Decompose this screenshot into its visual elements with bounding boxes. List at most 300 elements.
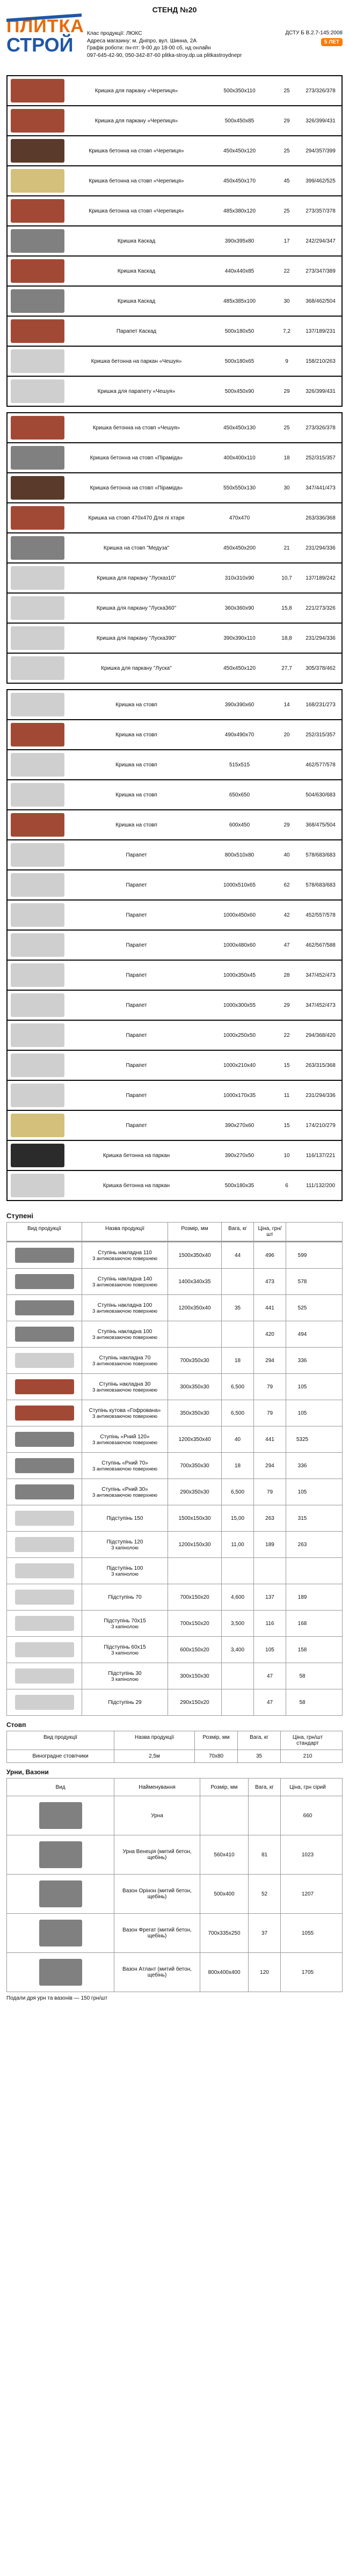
product-weight: 11: [283, 1092, 290, 1099]
product-name: Кришка на стовп "Медуза": [103, 545, 170, 551]
stairs-weight: 11,00: [222, 1532, 254, 1557]
stairs-image: [15, 1484, 74, 1499]
product-price: 347/452/473: [306, 1002, 336, 1008]
col-type: Вид продукції: [7, 1223, 82, 1241]
stairs-image: [15, 1458, 74, 1473]
product-size: 390х395х80: [224, 238, 255, 244]
product-row: [8, 1141, 341, 1171]
urn-weight: 52: [249, 1875, 281, 1913]
product-name: Кришка на стовп: [115, 792, 157, 798]
product-size: 515х515: [229, 762, 250, 768]
product-price: 305/378/462: [306, 665, 336, 671]
stairs-name: [82, 1689, 168, 1715]
product-size: 485х385х100: [223, 298, 256, 304]
urn-image: [39, 1841, 82, 1868]
product-weight: 22: [283, 1032, 290, 1038]
stairs-subtitle: З капінолою: [111, 1676, 139, 1682]
stairs-subtitle: З капінолою: [111, 1545, 139, 1550]
product-price: 263/315/368: [306, 1062, 336, 1069]
stairs-price-grey: 441: [254, 1426, 286, 1452]
product-image: [11, 993, 64, 1017]
product-size: 450х450х130: [223, 425, 256, 431]
stairs-size: 600х150х20: [168, 1637, 222, 1663]
stairs-price-grey: 47: [254, 1689, 286, 1715]
urn-row: [7, 1796, 342, 1835]
stairs-weight: [222, 1663, 254, 1689]
product-image: [11, 783, 64, 807]
col-type: Вид продукції: [7, 1731, 114, 1750]
product-name: Кришка бетонна на стовп «Піраміда»: [90, 455, 183, 461]
product-name: Парапет: [126, 852, 147, 858]
product-image: [11, 536, 64, 560]
product-row: [8, 287, 341, 317]
stairs-image: [15, 1642, 74, 1657]
product-size: 500х180х65: [224, 358, 255, 364]
urn-image-cell: [7, 1914, 114, 1952]
urns-table: [6, 1778, 343, 1992]
urn-image: [39, 1920, 82, 1946]
urn-weight: 120: [249, 1953, 281, 1992]
stairs-weight: [222, 1321, 254, 1347]
product-size: 650х650: [229, 792, 250, 798]
urn-name: Вазон Атлант (митий бетон, щебінь): [114, 1953, 200, 1992]
stairs-name: [82, 1400, 168, 1426]
stairs-title: Підступінь 29: [108, 1699, 142, 1706]
stairs-name: [82, 1426, 168, 1452]
stairs-row: [7, 1610, 342, 1636]
stairs-row: [7, 1347, 342, 1373]
stairs-subtitle: З антиковзаючою поверхнею: [92, 1282, 158, 1287]
stairs-image: [15, 1248, 74, 1263]
product-name: Кришка для паркану "Луска390": [96, 635, 177, 641]
stairs-name: [82, 1242, 168, 1268]
urn-row: [7, 1874, 342, 1913]
product-row: [8, 840, 341, 870]
stairs-subtitle: З капінолою: [111, 1623, 139, 1629]
product-name: Парапет: [126, 942, 147, 948]
product-row: [8, 503, 341, 533]
stairs-title: Ступінь накладна 30: [99, 1381, 151, 1387]
product-name: Парапет: [126, 1122, 147, 1129]
product-price: 294/368/420: [306, 1032, 336, 1038]
urn-size: 700х335х250: [200, 1914, 249, 1952]
stairs-row: [7, 1400, 342, 1426]
stairs-price-color: 494: [297, 1331, 307, 1337]
stairs-weight: 3,400: [222, 1637, 254, 1663]
stairs-image: [15, 1406, 74, 1421]
warranty-badge: 5 ЛЕТ: [321, 38, 343, 46]
product-image: [11, 753, 64, 777]
product-row: [8, 720, 341, 750]
product-image: [11, 723, 64, 747]
stairs-name: [82, 1348, 168, 1373]
header: [0, 16, 349, 70]
product-row: [8, 1111, 341, 1141]
stairs-image: [15, 1379, 74, 1394]
stairs-title: Ступінь кутова «Гофрована»: [89, 1407, 161, 1414]
stairs-image: [15, 1563, 74, 1578]
stairs-subtitle: З антиковзаючою поверхнею: [92, 1466, 158, 1472]
stairs-weight: 6,500: [222, 1400, 254, 1426]
product-image: [11, 319, 64, 343]
product-image: [11, 1114, 64, 1137]
stairs-size: 1500х150х30: [168, 1505, 222, 1531]
product-image: [11, 1174, 64, 1197]
urn-name: Урна Венеція (митий бетон, щебінь): [114, 1835, 200, 1874]
product-weight: 47: [283, 942, 290, 948]
col-extra: [286, 1223, 318, 1241]
product-weight: [274, 516, 300, 520]
column-price: 210: [303, 1753, 312, 1759]
stairs-size: 1400х340х35: [168, 1269, 222, 1294]
stairs-subtitle: З капінолою: [111, 1650, 139, 1656]
product-name: Кришка Каскад: [117, 238, 156, 244]
urns-head: [7, 1779, 342, 1796]
stairs-subtitle: З антиковзаючою поверхнею: [92, 1413, 158, 1419]
urn-size: 500х400: [200, 1875, 249, 1913]
stairs-image-cell: [7, 1505, 82, 1531]
product-price: 231/294/336: [306, 1092, 336, 1099]
stairs-title: Підступінь 120: [106, 1539, 143, 1545]
product-price: 347/452/473: [306, 972, 336, 978]
product-weight: 15: [283, 1062, 290, 1069]
product-row: [8, 1051, 341, 1081]
product-name: Кришка для паркану "Луска": [101, 665, 172, 671]
product-weight: 9: [285, 358, 288, 364]
product-name: Кришка Каскад: [117, 298, 156, 304]
stairs-weight: 6,500: [222, 1479, 254, 1505]
stairs-price-grey: 441: [254, 1295, 286, 1321]
urn-price: 1705: [301, 1969, 314, 1975]
product-size: 1000х210х40: [223, 1062, 256, 1069]
product-price: 462/577/578: [306, 762, 336, 768]
product-row: [8, 901, 341, 931]
urn-row: [7, 1913, 342, 1952]
product-size: 500х450х85: [224, 118, 255, 124]
column-head: [7, 1731, 342, 1750]
product-weight: 22: [283, 268, 290, 274]
product-price: 452/557/578: [306, 912, 336, 918]
stairs-image-cell: [7, 1689, 82, 1715]
urn-name: Вазон Фрегат (митий бетон, щебінь): [114, 1914, 200, 1952]
stairs-image: [15, 1590, 74, 1605]
brand-top: ПЛИТКА: [6, 16, 84, 36]
product-row: [8, 564, 341, 594]
product-price: 242/294/347: [306, 238, 336, 244]
urn-row: [7, 1835, 342, 1874]
product-size: 500х350х110: [223, 87, 256, 94]
product-row: [8, 226, 341, 257]
product-name: Кришка бетонна на стовп «Піраміда»: [90, 485, 183, 491]
product-row: [8, 870, 341, 901]
stairs-name: [82, 1374, 168, 1400]
product-image: [11, 933, 64, 957]
product-size: 1000х480х60: [223, 942, 256, 948]
product-row: [8, 780, 341, 810]
product-price: 294/357/399: [306, 148, 336, 154]
stairs-name: [82, 1558, 168, 1584]
product-weight: 45: [283, 178, 290, 184]
product-row: [8, 443, 341, 473]
stairs-subtitle: З антиковзаючою поверхнею: [92, 1439, 158, 1445]
product-image: [11, 259, 64, 283]
stairs-name: [82, 1532, 168, 1557]
stairs-table: [6, 1241, 343, 1716]
page-title: СТЕНД №20: [152, 5, 197, 14]
column-size: 70х80: [195, 1750, 238, 1762]
stairs-price-grey: [254, 1558, 286, 1584]
stairs-size: [168, 1321, 222, 1347]
product-weight: 15: [283, 1122, 290, 1129]
product-size: 500х450х90: [224, 388, 255, 394]
stairs-weight: 3,500: [222, 1611, 254, 1636]
product-name: Парапет Каскад: [116, 328, 157, 334]
urn-image: [39, 1880, 82, 1907]
stairs-image: [15, 1695, 74, 1710]
stairs-image-cell: [7, 1453, 82, 1479]
stairs-weight: [222, 1689, 254, 1715]
product-price: 368/462/504: [306, 298, 336, 304]
stairs-image: [15, 1668, 74, 1684]
stairs-image: [15, 1511, 74, 1526]
product-row: [8, 1021, 341, 1051]
product-row: [8, 317, 341, 347]
stairs-row: [7, 1321, 342, 1347]
product-image: [11, 446, 64, 470]
info-line: 097-645-42-90, 050-342-87-60 plitka-stroy.dp.ua plitkastroydnepr: [87, 52, 242, 58]
product-weight: 29: [283, 118, 290, 124]
stairs-weight: 15,00: [222, 1505, 254, 1531]
product-size: 1000х450х60: [223, 912, 256, 918]
product-weight: 14: [283, 701, 290, 708]
product-weight: 62: [283, 882, 290, 888]
stairs-title: Підступінь 70х15: [104, 1618, 146, 1624]
product-row: [8, 931, 341, 961]
product-row: [8, 594, 341, 624]
product-row: [8, 76, 341, 106]
product-size: 450х450х120: [223, 148, 256, 154]
product-row: [8, 750, 341, 780]
product-size: 1000х170х35: [223, 1092, 256, 1099]
stairs-price-grey: 189: [254, 1532, 286, 1557]
col-name: Назва продукції: [82, 1223, 168, 1241]
product-image: [11, 693, 64, 716]
product-size: 360х360х90: [224, 605, 255, 611]
product-price: 168/231/273: [306, 701, 336, 708]
product-row: [8, 991, 341, 1021]
stairs-row: [7, 1557, 342, 1584]
product-image: [11, 963, 64, 987]
product-name: Кришка на стовп: [115, 822, 157, 828]
stairs-name: [82, 1479, 168, 1505]
column-model: 2,5м: [114, 1750, 195, 1762]
column-name: Виноградне стовпчики: [7, 1750, 114, 1762]
stairs-subtitle: З антиковзаючою поверхнею: [92, 1308, 158, 1314]
product-name: Парапет: [126, 912, 147, 918]
stairs-image-cell: [7, 1400, 82, 1426]
stairs-image-cell: [7, 1295, 82, 1321]
urn-size: [200, 1796, 249, 1835]
stairs-row: [7, 1373, 342, 1400]
stairs-row: [7, 1426, 342, 1452]
stairs-table-head: [6, 1222, 343, 1241]
product-row: [8, 377, 341, 406]
product-row: [8, 533, 341, 564]
stairs-image: [15, 1616, 74, 1631]
info-line: Графік роботи: пн-пт: 9-00 до 18-00 сб, нд онлайн: [87, 45, 211, 51]
product-weight: 18: [283, 455, 290, 461]
stairs-row: [7, 1505, 342, 1531]
product-size: 500х180х50: [224, 328, 255, 334]
stairs-size: 350х350х30: [168, 1400, 222, 1426]
product-name: Парапет: [126, 1062, 147, 1069]
stairs-row: [7, 1584, 342, 1610]
product-price: 273/357/378: [306, 208, 336, 214]
product-size: 1000х250х50: [223, 1032, 256, 1038]
stairs-price-grey: 79: [254, 1374, 286, 1400]
stairs-name: [82, 1453, 168, 1479]
product-name: Парапет: [126, 1092, 147, 1099]
column-table: [6, 1731, 343, 1763]
col-name: Назва продукції: [114, 1731, 195, 1750]
urn-weight: 81: [249, 1835, 281, 1874]
stairs-title: Ступінь «Рний 120»: [100, 1433, 150, 1440]
stairs-image-cell: [7, 1479, 82, 1505]
product-price: 231/294/336: [306, 545, 336, 551]
product-price: 252/315/357: [306, 731, 336, 738]
product-image: [11, 1084, 64, 1107]
urn-price: 1023: [301, 1851, 314, 1858]
product-row: [8, 413, 341, 443]
stairs-size: 290х150х20: [168, 1689, 222, 1715]
stairs-price-color: 58: [299, 1673, 306, 1679]
product-image: [11, 476, 64, 500]
stairs-image: [15, 1537, 74, 1552]
urn-weight: [249, 1796, 281, 1835]
urn-name: Урна: [114, 1796, 200, 1835]
product-size: 1000х300х55: [223, 1002, 256, 1008]
stairs-weight: 6,500: [222, 1374, 254, 1400]
product-row: [8, 961, 341, 991]
stairs-size: 300х150х30: [168, 1663, 222, 1689]
stairs-row: [7, 1294, 342, 1321]
product-price: 326/399/431: [306, 118, 336, 124]
stairs-subtitle: З антиковзаючою поверхнею: [92, 1387, 158, 1393]
stairs-image-cell: [7, 1663, 82, 1689]
stairs-size: [168, 1558, 222, 1584]
stairs-image-cell: [7, 1532, 82, 1557]
product-size: 485х380х120: [223, 208, 256, 214]
stairs-row: [7, 1531, 342, 1557]
product-row: [8, 1171, 341, 1200]
stairs-row: [7, 1663, 342, 1689]
product-size: 450х450х200: [223, 545, 256, 551]
stairs-title: Ступені: [6, 1212, 33, 1220]
section-1: [6, 75, 343, 407]
urn-image: [39, 1802, 82, 1829]
urn-size: 800х400х400: [200, 1953, 249, 1992]
stairs-price-color: 315: [297, 1515, 307, 1521]
product-size: 450х450х170: [223, 178, 256, 184]
product-weight: 10,7: [281, 575, 292, 581]
product-image: [11, 79, 64, 103]
product-row: [8, 473, 341, 503]
stairs-image-cell: [7, 1321, 82, 1347]
product-image: [11, 596, 64, 620]
product-price: 578/683/683: [306, 852, 336, 858]
product-image: [11, 566, 64, 590]
urn-price: 1207: [301, 1891, 314, 1897]
urn-image-cell: [7, 1835, 114, 1874]
product-price: 462/567/588: [306, 942, 336, 948]
urn-image-cell: [7, 1953, 114, 1992]
stairs-image-cell: [7, 1348, 82, 1373]
product-weight: 20: [283, 731, 290, 738]
product-price: 347/441/473: [306, 485, 336, 491]
stairs-size: 700х150х20: [168, 1584, 222, 1610]
product-price: 399/462/525: [306, 178, 336, 184]
stairs-price-grey: 263: [254, 1505, 286, 1531]
stairs-row: [7, 1242, 342, 1268]
product-image: [11, 169, 64, 193]
stairs-price-grey: 79: [254, 1400, 286, 1426]
stairs-size: 700х350х30: [168, 1453, 222, 1479]
product-price: 273/347/389: [306, 268, 336, 274]
stairs-price-grey: 79: [254, 1479, 286, 1505]
stairs-price-grey: 496: [254, 1242, 286, 1268]
stairs-title: Підступінь 150: [106, 1515, 143, 1521]
stairs-weight: [222, 1269, 254, 1294]
product-row: [8, 654, 341, 683]
stairs-price-color: 263: [297, 1541, 307, 1548]
product-name: Кришка для паркану "Луска360": [96, 605, 177, 611]
product-row: [8, 106, 341, 136]
stairs-name: [82, 1584, 168, 1610]
col-size: Розмір, мм: [200, 1779, 249, 1796]
urn-weight: 37: [249, 1914, 281, 1952]
stairs-price-grey: 473: [254, 1269, 286, 1294]
urn-price: 660: [303, 1812, 312, 1819]
stairs-price-color: 599: [297, 1252, 307, 1258]
stairs-size: 300х350х30: [168, 1374, 222, 1400]
product-weight: 40: [283, 852, 290, 858]
product-name: Кришка Каскад: [117, 268, 156, 274]
stairs-price-color: 336: [297, 1357, 307, 1364]
product-price: 174/210/279: [306, 1122, 336, 1129]
stairs-price-color: 105: [297, 1489, 307, 1495]
product-row: [8, 166, 341, 196]
section-3: [6, 689, 343, 1201]
product-image: [11, 1053, 64, 1077]
product-weight: 10: [283, 1152, 290, 1159]
product-price: 116/137/221: [306, 1152, 336, 1159]
stairs-name: [82, 1611, 168, 1636]
stairs-title: Ступінь «Рний 30»: [101, 1486, 148, 1492]
product-image: [11, 626, 64, 650]
product-size: 1000х510х65: [223, 882, 256, 888]
stairs-weight: 40: [222, 1426, 254, 1452]
product-price: 504/630/683: [306, 792, 336, 798]
stairs-name: [82, 1663, 168, 1689]
stairs-title: Підступінь 70: [108, 1594, 142, 1600]
product-name: Кришка для паркану «Черепиця»: [94, 87, 178, 94]
product-name: Кришка бетонна на паркан: [103, 1152, 170, 1159]
product-weight: 29: [283, 822, 290, 828]
column-weight: 35: [238, 1750, 281, 1762]
stairs-price-color: 105: [297, 1410, 307, 1416]
col-price: Ціна, грн/шт: [254, 1223, 286, 1241]
urns-title: Урни, Вазони: [6, 1768, 49, 1776]
